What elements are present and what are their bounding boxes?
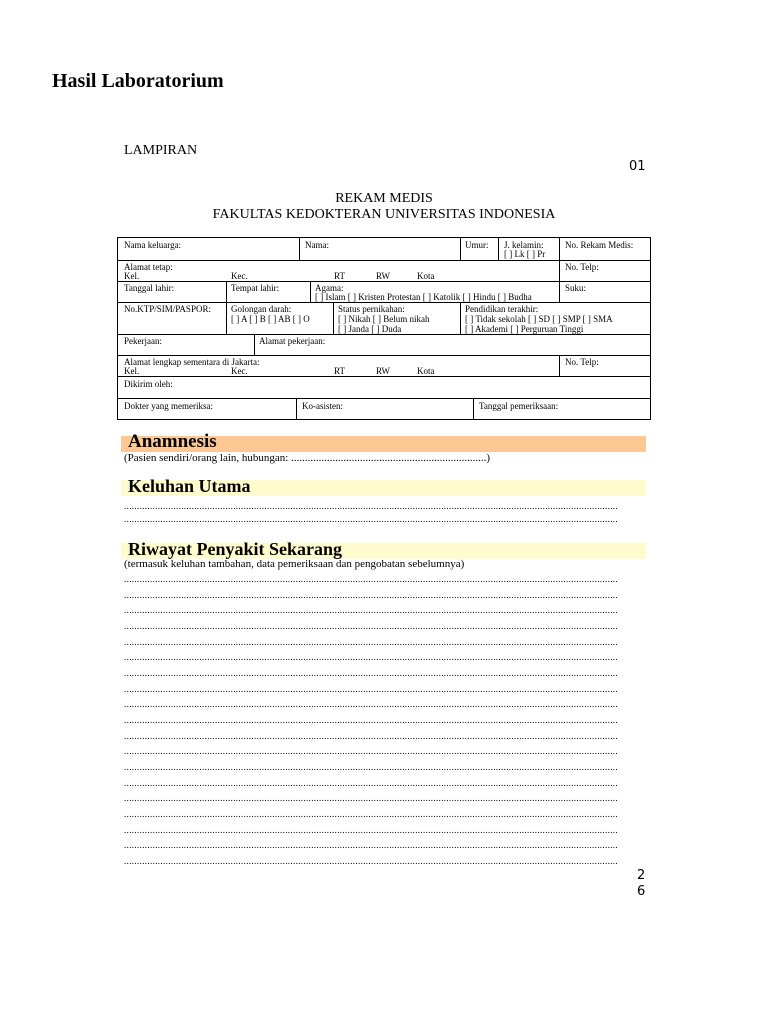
row-divider bbox=[118, 398, 650, 399]
col-divider bbox=[299, 238, 300, 260]
dotted-line: .............................................................................................................................................................................................. bbox=[124, 825, 618, 835]
riwayat-heading: Riwayat Penyakit Sekarang bbox=[128, 539, 343, 559]
row-divider bbox=[118, 334, 650, 335]
anamnesis-note: (Pasien sendiri/orang lain, hubungan: .......................................................................) bbox=[124, 452, 491, 464]
dotted-line: .............................................................................................................................................................................................. bbox=[124, 668, 618, 678]
status-options-1: [ ] Nikah [ ] Belum nikah bbox=[338, 314, 430, 324]
row-divider bbox=[118, 260, 650, 261]
no-telp-label-2: No. Telp: bbox=[565, 357, 599, 367]
col-divider bbox=[559, 238, 560, 302]
agama-options: [ ] Islam [ ] Kristen Protestan [ ] Katolik [ ] Hindu [ ] Budha bbox=[315, 292, 532, 302]
pendidikan-label: Pendidikan terakhir: bbox=[465, 304, 539, 314]
dotted-line: .............................................................................................................................................................................................. bbox=[124, 715, 618, 725]
dotted-line: .............................................................................................................................................................................................. bbox=[124, 637, 618, 647]
alamat-tetap-label: Alamat tetap: bbox=[124, 262, 173, 272]
row-divider bbox=[118, 376, 650, 377]
kec-label: Kec. bbox=[231, 271, 248, 281]
dikirim-oleh-label: Dikirim oleh: bbox=[124, 379, 173, 389]
pekerjaan-label: Pekerjaan: bbox=[124, 336, 162, 346]
page-number: 01 bbox=[629, 159, 646, 174]
col-divider bbox=[226, 281, 227, 334]
rw-label-2: RW bbox=[376, 366, 391, 376]
col-divider bbox=[296, 398, 297, 420]
dotted-line: .............................................................................................................................................................................................. bbox=[124, 652, 618, 662]
anamnesis-heading: Anamnesis bbox=[128, 431, 217, 452]
status-pernikahan-label: Status pernikahan: bbox=[338, 304, 405, 314]
kel-label: Kel. bbox=[124, 271, 140, 281]
golongan-darah-label: Golongan darah: bbox=[231, 304, 292, 314]
row-divider bbox=[118, 281, 650, 282]
status-options-2: [ ] Janda [ ] Duda bbox=[338, 324, 402, 334]
col-divider bbox=[498, 238, 499, 260]
row-divider bbox=[118, 355, 650, 356]
jenis-kelamin-options: [ ] Lk [ ] Pr bbox=[504, 249, 546, 259]
dotted-line: .............................................................................................................................................................................................. bbox=[124, 731, 618, 741]
rekam-medis-title: REKAM MEDIS bbox=[335, 191, 433, 206]
no-telp-label: No. Telp: bbox=[565, 262, 599, 272]
page-number-line1: 2 bbox=[637, 868, 646, 883]
tanggal-pemeriksaan-label: Tanggal pemeriksaan: bbox=[479, 401, 559, 411]
page-number-line2: 6 bbox=[637, 884, 646, 899]
dotted-line: .............................................................................................................................................................................................. bbox=[124, 590, 618, 600]
col-divider bbox=[310, 281, 311, 302]
patient-form-table bbox=[117, 237, 651, 420]
tempat-lahir-label: Tempat lahir: bbox=[231, 283, 280, 293]
rt-label: RT bbox=[334, 271, 345, 281]
pendidikan-options-2: [ ] Akademi [ ] Perguruan Tinggi bbox=[465, 324, 584, 334]
col-divider bbox=[473, 398, 474, 420]
nama-label: Nama: bbox=[305, 240, 329, 250]
dotted-line: .............................................................................................................................................................................................. bbox=[124, 684, 618, 694]
col-divider bbox=[460, 302, 461, 334]
pendidikan-options-1: [ ] Tidak sekolah [ ] SD [ ] SMP [ ] SMA bbox=[465, 314, 613, 324]
col-divider bbox=[333, 302, 334, 334]
ko-asisten-label: Ko-asisten: bbox=[302, 401, 343, 411]
alamat-pekerjaan-label: Alamat pekerjaan: bbox=[259, 336, 326, 346]
suku-label: Suku: bbox=[565, 283, 587, 293]
golongan-darah-options: [ ] A [ ] B [ ] AB [ ] O bbox=[231, 314, 310, 324]
col-divider bbox=[559, 355, 560, 376]
dokter-label: Dokter yang memeriksa: bbox=[124, 401, 213, 411]
dotted-line: .............................................................................................................................................................................................. bbox=[124, 840, 618, 850]
alamat-sementara-label: Alamat lengkap sementara di Jakarta: bbox=[124, 357, 260, 367]
keluhan-heading: Keluhan Utama bbox=[128, 476, 251, 496]
riwayat-note: (termasuk keluhan tambahan, data pemeriksaan dan pengobatan sebelumnya) bbox=[124, 558, 465, 570]
kota-label: Kota bbox=[417, 271, 435, 281]
col-divider bbox=[254, 334, 255, 355]
no-ktp-label: No.KTP/SIM/PASPOR: bbox=[124, 304, 211, 314]
no-rekam-medis-label: No. Rekam Medis: bbox=[565, 240, 634, 250]
rw-label: RW bbox=[376, 271, 391, 281]
dotted-line: .............................................................................................................................................................................................. bbox=[124, 746, 618, 756]
dotted-line: .............................................................................................................................................................................................. bbox=[124, 605, 618, 615]
tanggal-lahir-label: Tanggal lahir: bbox=[124, 283, 175, 293]
umur-label: Umur: bbox=[465, 240, 489, 250]
dotted-line: .............................................................................................................................................................................................. bbox=[124, 621, 618, 631]
dotted-line: .............................................................................................................................................................................................. bbox=[124, 809, 618, 819]
lampiran-label: LAMPIRAN bbox=[124, 143, 198, 158]
kel-label-2: Kel. bbox=[124, 366, 140, 376]
rt-label-2: RT bbox=[334, 366, 345, 376]
document-title: Hasil Laboratorium bbox=[52, 70, 224, 92]
dotted-line: .............................................................................................................................................................................................. bbox=[124, 699, 618, 709]
dotted-line: .............................................................................................................................................................................................. bbox=[124, 762, 618, 772]
dotted-line: .............................................................................................................................................................................................. bbox=[124, 574, 618, 584]
dotted-line: .............................................................................................................................................................................................. bbox=[124, 778, 618, 788]
jenis-kelamin-label: J. kelamin: bbox=[504, 240, 544, 250]
faculty-name: FAKULTAS KEDOKTERAN UNIVERSITAS INDONESIA bbox=[212, 207, 556, 222]
col-divider bbox=[460, 238, 461, 260]
row-divider bbox=[118, 302, 650, 303]
dotted-line: .............................................................................................................................................................................................. bbox=[124, 514, 618, 524]
dotted-line: .............................................................................................................................................................................................. bbox=[124, 501, 618, 511]
nama-keluarga-label: Nama keluarga: bbox=[124, 240, 182, 250]
dotted-line: .............................................................................................................................................................................................. bbox=[124, 856, 618, 866]
dotted-line: .............................................................................................................................................................................................. bbox=[124, 793, 618, 803]
agama-label: Agama: bbox=[315, 283, 344, 293]
kota-label-2: Kota bbox=[417, 366, 435, 376]
kec-label-2: Kec. bbox=[231, 366, 248, 376]
